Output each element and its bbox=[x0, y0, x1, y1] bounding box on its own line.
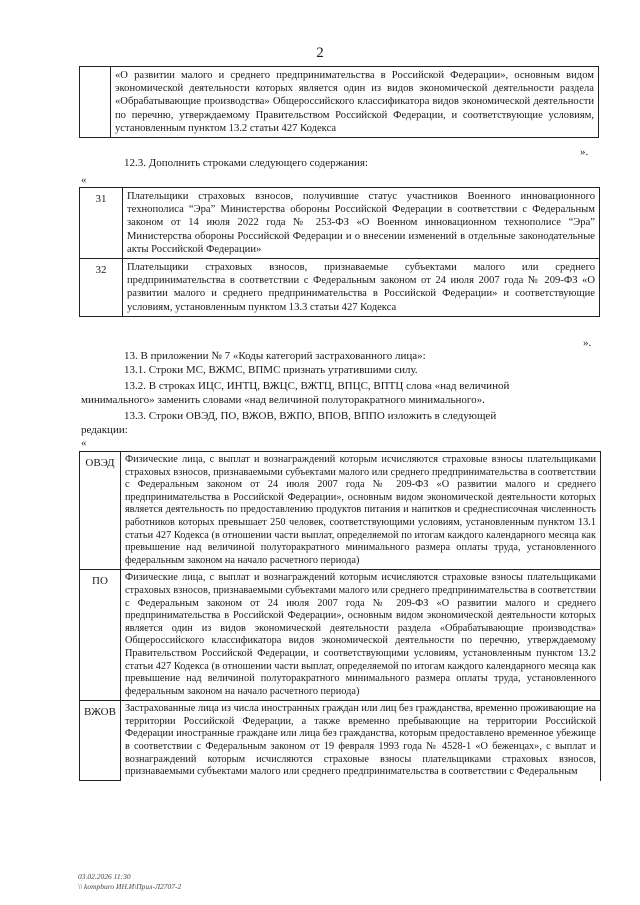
row-code: ПО bbox=[80, 570, 121, 701]
paragraph-13-2-line1: 13.2. В строках ИЦС, ИНТЦ, ВЖЦС, ВЖТЦ, ВПЦС, ВПТЦ слова «над величиной bbox=[124, 380, 510, 392]
table-row bbox=[80, 259, 600, 317]
paragraph-13-1: 13.1. Строки МС, ВЖМС, ВПМС признать утратившими силу. bbox=[124, 364, 418, 376]
row-code: ОВЭД bbox=[80, 452, 121, 570]
page-number: 2 bbox=[316, 45, 324, 61]
table-row bbox=[80, 452, 601, 570]
row-text: Физические лица, с выплат и вознаграждений которым исчисляются страховые взносы плательщиками страховых взносов, признаваемыми субъектами малого или среднего предпринимательства в соответствии с Федеральным законом от 24 июля 2007 года № 209-ФЗ «О развитии малого и среднего предпринимательства в Российской Федерации», основным видом экономической деятельности которых является деятельность по предоставлению продуктов питания и напитков и среднесписочная численность работников которых превышает 250 человек, соответствующими условиям, установленным пунктом 13.1 статьи 427 Кодекса (в отношении части выплат, определяемой по итогам каждого календарного месяца как превышение над величиной полуторакратного минимального размера оплаты труда, установленного федеральным законом на начало расчетного периода) bbox=[120, 452, 600, 570]
footer-date: 03.02.2026 11:30 bbox=[78, 872, 131, 881]
row-text: Застрахованные лица из числа иностранных граждан или лиц без гражданства, временно проживающие на территории Российской Федерации, а также временно пребывающие на территории Российской Федерации иностранные граждане или лица без гражданства, которым предоставлено временное убежище в соответствии с Федеральным законом от 19 февраля 1993 года № 4528-1 «О беженцах», с выплат и вознаграждений которым исчисляются страховые взносы плательщиками страховых взносов, признаваемыми субъектами малого или среднего предпринимательства в соответствии с Федеральным bbox=[120, 701, 600, 781]
row-code: ВЖОВ bbox=[80, 701, 121, 781]
new-rows-table bbox=[79, 187, 600, 317]
paragraph-12-3: 12.3. Дополнить строками следующего содержания: bbox=[124, 157, 368, 169]
row-text: Плательщики страховых взносов, получившие статус участников Военного инновационного технополиса “Эра” Министерства обороны Российской Федерации в соответствии с Федеральным законом от 14 июля 2022 года № 253-ФЗ «О Военном инновационном технополисе “Эра” Министерства обороны Российской Федерации и о внесении изменений в отдельные законодательные акты Российской Федерации» bbox=[123, 188, 600, 259]
paragraph-13-2-line2: минимального» заменить словами «над величиной полуторакратного минимального». bbox=[81, 394, 485, 406]
row-text: Физические лица, с выплат и вознаграждений которым исчисляются страховые взносы плательщиками страховых взносов, признаваемыми субъектами малого или среднего предпринимательства в соответствии с Федеральным законом от 24 июля 2007 года № 209-ФЗ «О развитии малого и среднего предпринимательства в Российской Федерации», основным видом экономической деятельности которых является один из видов экономической деятельности раздела «Обрабатывающие производства» Общероссийского классификатора видов экономической деятельности по перечню, утверждаемому Правительством Российской Федерации, и соответствующими условиям, установленным пунктом 13.2 статьи 427 Кодекса (в отношении части выплат, определяемой по итогам каждого календарного месяца как превышение над величиной полуторакратного минимального размера оплаты труда, установленного федеральным законом на начало расчетного периода) bbox=[120, 570, 600, 701]
paragraph-13-3-line2: редакции: bbox=[81, 424, 128, 436]
close-quote-1: ». bbox=[580, 146, 589, 158]
empty-code-cell bbox=[80, 67, 111, 138]
continued-table bbox=[79, 66, 599, 138]
row-code: 32 bbox=[80, 259, 123, 317]
continued-row-text: «О развитии малого и среднего предпринимательства в Российской Федерации», основным видом экономической деятельности которых является один из видов экономической деятельности раздела «Обрабатывающие производства» Общероссийского классификатора видов экономической деятельности по перечню, утверждаемому Правительством Российской Федерации, и соответствующие условиям, установленным пунктом 13.2 статьи 427 Кодекса bbox=[111, 67, 599, 138]
footer-file: \\ kompburo ИН.И\Прил-Л2707-2 bbox=[78, 882, 182, 891]
row-code: 31 bbox=[80, 188, 123, 259]
row-text: Плательщики страховых взносов, признаваемые субъектами малого или среднего предпринимательства в соответствии с Федеральным законом от 24 июля 2007 года № 209-ФЗ «О развитии малого и среднего предпринимательства в Российской Федерации» и соответствующие условиям, установленным пунктом 13.3 статьи 427 Кодекса bbox=[123, 259, 600, 317]
paragraph-13: 13. В приложении № 7 «Коды категорий застрахованного лица»: bbox=[124, 350, 426, 362]
paragraph-13-3-line1: 13.3. Строки ОВЭД, ПО, ВЖОВ, ВЖПО, ВПОВ, ВППО изложить в следующей bbox=[124, 410, 497, 422]
open-quote-2: « bbox=[81, 437, 87, 449]
categories-table bbox=[79, 451, 601, 781]
table-row bbox=[80, 701, 601, 781]
open-quote-1: « bbox=[81, 174, 87, 186]
close-quote-2: ». bbox=[583, 337, 592, 349]
table-row bbox=[80, 188, 600, 259]
table-row bbox=[80, 570, 601, 701]
